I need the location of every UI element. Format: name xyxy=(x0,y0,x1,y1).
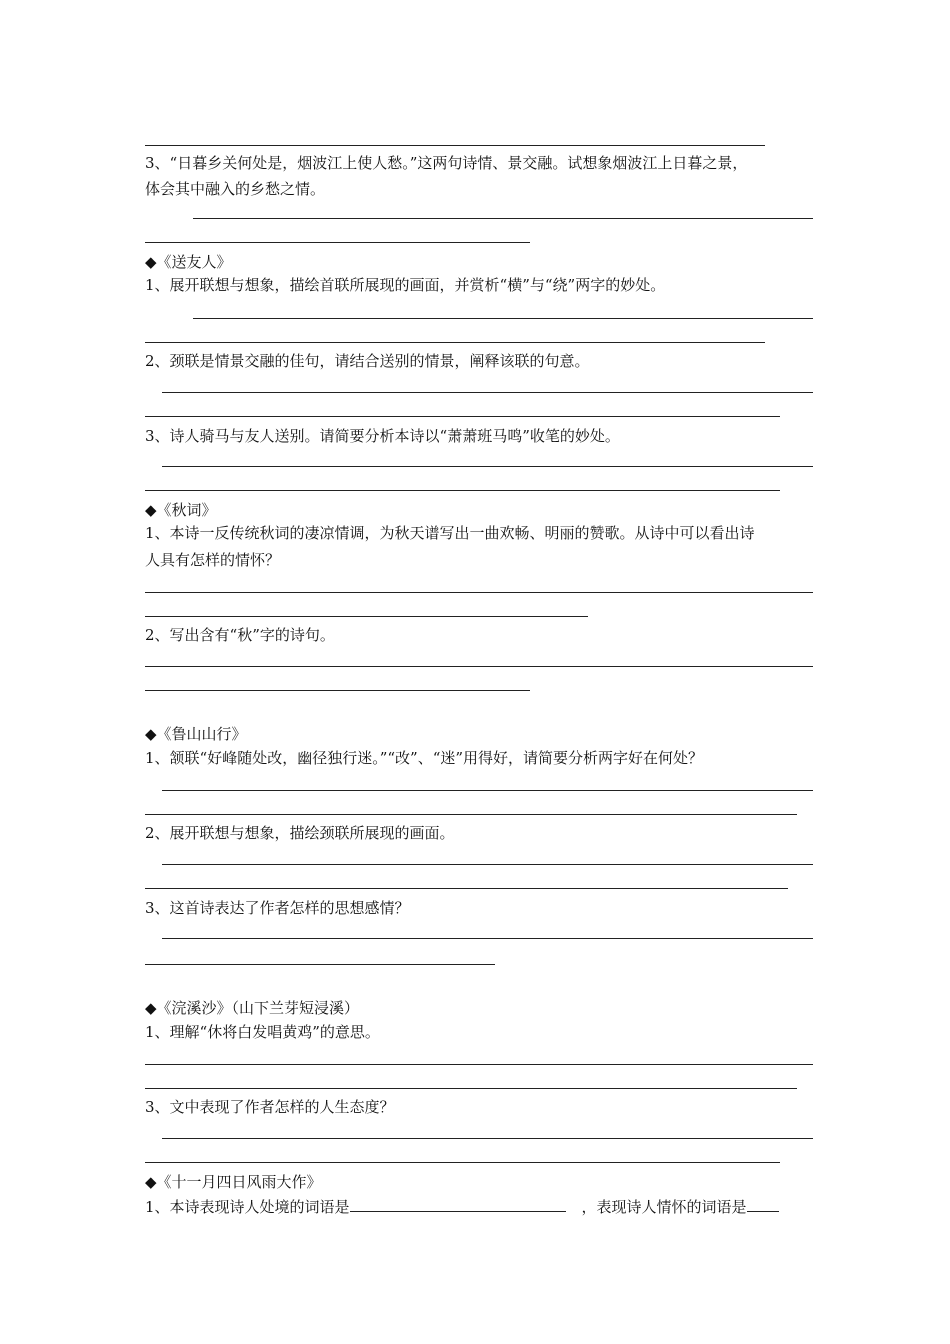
answer-line[interactable] xyxy=(145,145,765,146)
answer-line[interactable] xyxy=(145,1162,780,1163)
answer-line[interactable] xyxy=(145,690,530,691)
answer-line[interactable] xyxy=(145,814,797,815)
answer-line[interactable] xyxy=(162,938,813,939)
question-text: 2、颈联是情景交融的佳句，请结合送别的情景，阐释该联的句意。 xyxy=(145,352,590,370)
section-heading: ◆《秋词》 xyxy=(145,501,217,519)
fill-blank[interactable] xyxy=(747,1195,779,1212)
section-heading: ◆《鲁山山行》 xyxy=(145,725,247,743)
question-text: 人具有怎样的情怀？ xyxy=(145,551,281,569)
fill-blank[interactable] xyxy=(350,1195,566,1212)
answer-line[interactable] xyxy=(193,318,813,319)
question-text: 1、本诗表现诗人处境的词语是 xyxy=(145,1198,350,1216)
question-text: 3、“日暮乡关何处是，烟波江上使人愁。”这两句诗情、景交融。试想象烟波江上日暮之景， xyxy=(145,154,748,172)
section-heading: ◆《送友人》 xyxy=(145,253,232,271)
question-text: 3、诗人骑马与友人送别。请简要分析本诗以“萧萧班马鸣”收笔的妙处。 xyxy=(145,427,620,445)
answer-line[interactable] xyxy=(145,1064,813,1065)
question-text: ，表现诗人情怀的词语是 xyxy=(581,1198,747,1216)
answer-line[interactable] xyxy=(145,666,813,667)
answer-line[interactable] xyxy=(162,864,813,865)
answer-line[interactable] xyxy=(145,888,788,889)
question-text: 2、展开联想与想象，描绘颈联所展现的画面。 xyxy=(145,824,455,842)
question-text: 1、颔联“好峰随处改，幽径独行迷。”“改”、“迷”用得好，请简要分析两字好在何处？ xyxy=(145,749,704,767)
section-heading: ◆《十一月四日风雨大作》 xyxy=(145,1173,322,1191)
question-text: 1、理解“休将白发唱黄鸡”的意思。 xyxy=(145,1023,380,1041)
question-text: 1、本诗一反传统秋词的凄凉情调，为秋天谱写出一曲欢畅、明丽的赞歌。从诗中可以看出诗 xyxy=(145,524,755,542)
answer-line[interactable] xyxy=(162,790,813,791)
answer-line[interactable] xyxy=(145,242,530,243)
question-text: 体会其中融入的乡愁之情。 xyxy=(145,180,326,198)
answer-line[interactable] xyxy=(145,616,588,617)
answer-line[interactable] xyxy=(145,1088,797,1089)
answer-line[interactable] xyxy=(145,490,780,491)
answer-line[interactable] xyxy=(162,466,813,467)
section-heading: ◆《浣溪沙》（山下兰芽短浸溪） xyxy=(145,999,360,1017)
answer-line[interactable] xyxy=(162,1138,813,1139)
answer-line[interactable] xyxy=(193,218,813,219)
question-text: 2、写出含有“秋”字的诗句。 xyxy=(145,626,335,644)
answer-line[interactable] xyxy=(145,592,813,593)
answer-line[interactable] xyxy=(145,416,780,417)
question-text: 1、展开联想与想象，描绘首联所展现的画面，并赏析“横”与“绕”两字的妙处。 xyxy=(145,276,666,294)
answer-line[interactable] xyxy=(145,964,495,965)
question-text: 3、这首诗表达了作者怎样的思想感情？ xyxy=(145,899,410,917)
fill-blank-question xyxy=(145,1194,779,1220)
answer-line[interactable] xyxy=(145,342,765,343)
question-text: 3、文中表现了作者怎样的人生态度？ xyxy=(145,1098,395,1116)
answer-line[interactable] xyxy=(162,392,813,393)
